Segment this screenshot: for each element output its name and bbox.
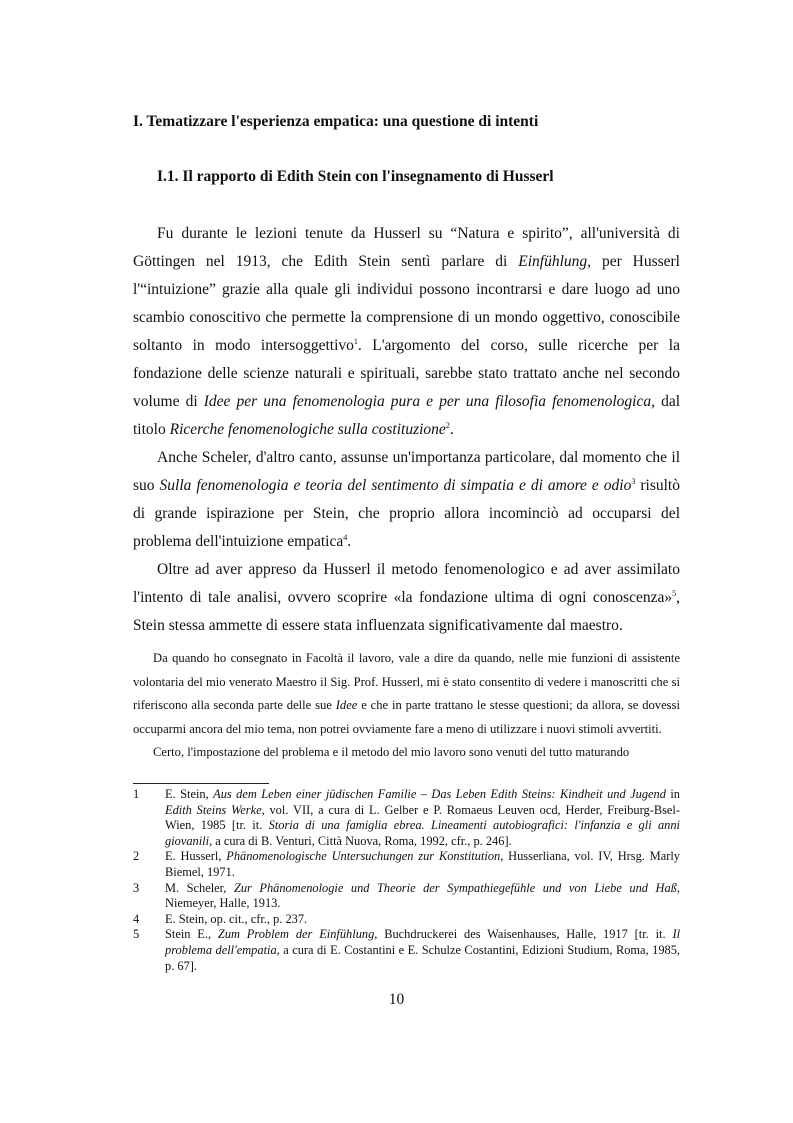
quote-paragraph-2: Certo, l'impostazione del problema e il metodo del mio lavoro sono venuti del tutto maturando bbox=[153, 745, 630, 759]
italic-title: Idee bbox=[335, 698, 358, 712]
text-run: . bbox=[347, 533, 352, 550]
text-run: . bbox=[449, 421, 454, 438]
footnote-separator bbox=[133, 783, 269, 784]
text-run: , a cura di E. Costantini e E. Schulze Costantini, Edizioni Studium, Roma, 1985, p. 67]. bbox=[165, 942, 681, 973]
italic-title: Zur Phänomenologie und Theorie der Sympathiegefühle und von Liebe und Haß bbox=[233, 880, 677, 895]
footnote-4 bbox=[133, 912, 680, 928]
footnote-ref-1[interactable]: 1 bbox=[353, 336, 358, 346]
italic-title: Idee per una fenomenologia pura e per una filosofia fenomenologica, bbox=[203, 393, 655, 410]
text-run: dal titolo bbox=[133, 393, 681, 438]
footnote-3 bbox=[133, 881, 680, 912]
italic-title: Aus dem Leben einer jüdischen Familie – Das Leben Edith Steins: Kindheit und Jugend bbox=[213, 787, 666, 801]
text-run: risultò di grande ispirazione per Stein, che proprio allora incominciò ad occuparsi del problema dell'intuizione empatica bbox=[133, 477, 680, 550]
text-run: M. Scheler, bbox=[165, 880, 234, 895]
text-run: , Buchdruckerei des Waisenhauses, Halle, 1917 [tr. it. bbox=[374, 927, 673, 942]
section-title: I.1. Il rapporto di Edith Stein con l'insegnamento di Husserl bbox=[157, 168, 554, 185]
body-text bbox=[133, 220, 680, 640]
italic-term: Einfühlung, bbox=[518, 253, 592, 270]
text-run: Stein E., bbox=[165, 927, 218, 942]
italic-title: Sulla fenomenologia e teoria del sentimento di simpatia e di amore e odio bbox=[159, 477, 632, 494]
footnote-ref-4[interactable]: 4 bbox=[343, 532, 348, 542]
footnote-ref-3[interactable]: 3 bbox=[631, 476, 636, 486]
text-run: E. Husserl, bbox=[165, 849, 227, 864]
footnote-ref-5[interactable]: 5 bbox=[672, 588, 677, 598]
text-run: Oltre ad aver appreso da Husserl il metodo fenomenologico e ad aver assimilato l'intento di tale analisi, ovvero scoprire «la fondazione ultima di ogni conoscenza» bbox=[133, 561, 680, 606]
text-run: in bbox=[665, 787, 680, 801]
italic-title: Edith Steins Werke bbox=[165, 802, 262, 817]
text-run: , a cura di B. Venturi, Città Nuova, Roma, 1992, cfr., p. 246]. bbox=[209, 833, 512, 848]
paragraph-3 bbox=[133, 556, 680, 640]
text-run: Da quando ho consegnato in Facoltà il lavoro, vale a dire da quando, nelle mie funzioni di assistente volontaria del mio venerato Maestro il Sig. Prof. Husserl, mi è stato consentito di vedere i manoscritti che si riferiscono alla seconda parte delle sue bbox=[133, 651, 680, 712]
block-quote bbox=[133, 647, 680, 765]
text-run: , Stein stessa ammette di essere stata influenzata significativamente dal maestro. bbox=[133, 589, 680, 634]
italic-title: Phänomenologische Untersuchungen zur Konstitution bbox=[226, 849, 501, 864]
paragraph-2 bbox=[133, 444, 680, 556]
text-run: E. Stein, bbox=[165, 787, 214, 801]
footnote-number: 1 bbox=[133, 787, 140, 801]
text-run: , Niemeyer, Halle, 1913. bbox=[165, 880, 680, 911]
italic-title: Storia di una famiglia ebrea. Lineamenti autobiografici: l'infanzia e gli anni giovanili bbox=[165, 818, 680, 848]
footnote-number: 4 bbox=[133, 911, 140, 926]
footnote-number: 3 bbox=[133, 880, 140, 895]
paragraph-1 bbox=[133, 220, 680, 444]
text-run: . L'argomento del corso, sulle ricerche per la fondazione delle scienze naturali e spirituali, sarebbe stato trattato anche nel secondo volume di bbox=[133, 337, 680, 410]
text-run: E. Stein, op. cit., cfr., p. 237. bbox=[165, 911, 308, 926]
footnote-5 bbox=[133, 927, 680, 974]
text-run: , Husserliana, vol. IV, Hrsg. Marly Biemel, 1971. bbox=[165, 849, 680, 879]
footnote-ref-2[interactable]: 2 bbox=[445, 420, 450, 430]
quote-paragraph-1 bbox=[133, 647, 680, 741]
footnote-number: 5 bbox=[133, 927, 140, 942]
footnote-1 bbox=[133, 787, 680, 849]
italic-title: Il problema dell'empatia bbox=[165, 927, 681, 957]
text-run: , vol. VII, a cura di L. Gelber e P. Romaeus Leuven ocd, Herder, Freiburg-Bsel-Wien, 1985 [tr. it. bbox=[165, 802, 680, 833]
italic-title: Ricerche fenomenologiche sulla costituzione bbox=[169, 421, 446, 438]
footnotes-list bbox=[133, 787, 680, 974]
italic-title: Zum Problem der Einfühlung bbox=[217, 927, 375, 942]
chapter-title: I. Tematizzare l'esperienza empatica: una questione di intenti bbox=[133, 113, 539, 130]
footnote-number: 2 bbox=[133, 849, 140, 864]
text-run: Anche Scheler, d'altro canto, assunse un'importanza particolare, dal momento che il suo bbox=[133, 449, 680, 494]
text-run: per Husserl l'“intuizione” grazie alla quale gli individui possono incontrarsi e dare luogo ad uno scambio conoscitivo che permette la comprensione di un mondo oggettivo, conoscibile soltanto in modo intersoggettivo bbox=[133, 253, 680, 354]
footnote-2 bbox=[133, 849, 680, 880]
text-run: e che in parte trattano le stesse questioni; da allora, se dovessi occuparmi ancora del mio tema, non potrei ovviamente fare a meno di utilizzare i nuovi stimoli avvertiti. bbox=[133, 698, 680, 736]
page-number: 10 bbox=[388, 991, 405, 1008]
text-run: Fu durante le lezioni tenute da Husserl su “Natura e spirito”, all'università di Göttingen nel 1913, che Edith Stein sentì parlare di bbox=[133, 225, 680, 270]
